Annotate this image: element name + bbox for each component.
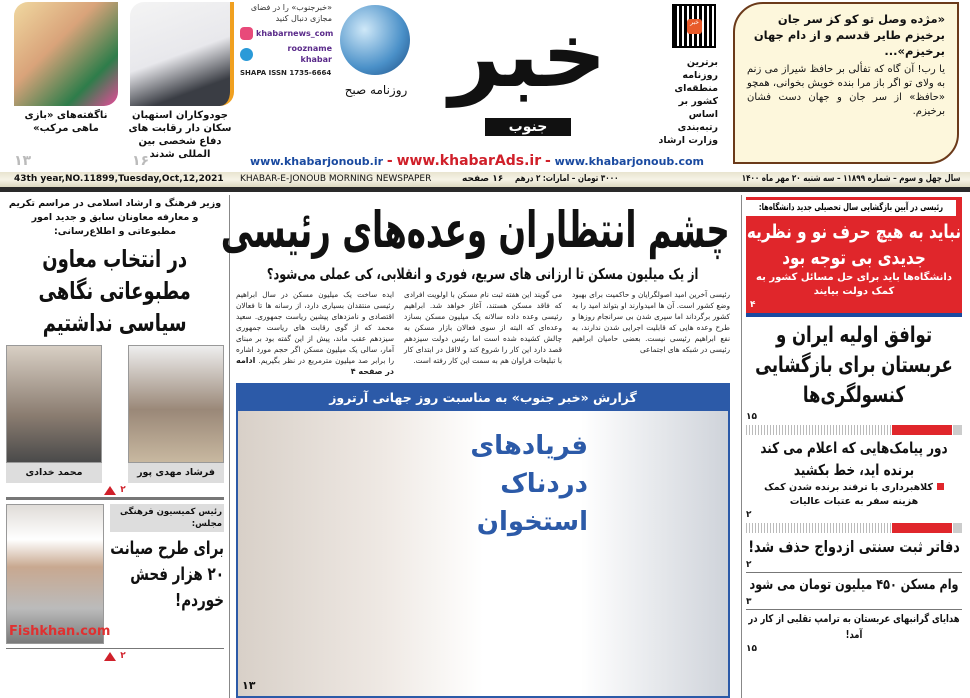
page-count: ۱۶ صفحه: [462, 174, 504, 184]
page-number: ۲: [120, 485, 126, 495]
main-headline[interactable]: چشم انتظاران وعده‌های رئیسی: [220, 201, 731, 259]
column-divider: [229, 195, 230, 698]
body-column: می گویند این هفته ثبت نام مسکن با اولویت افرادی که فاقد مسکن هستند، آغاز خواهد شد. ابراهیم رئیسی وعده داده سالانه یک میلیون مسکن بسازد وعده‌ای که البته از سوی فعالان بازار مسکن به چالش کشیده شده است اما رئیس دولت سیزدهم قصد دارد این کار را شروع کند و لااقل در ابتدای کار با تبلیغات فراوان هم به سمت این کار رفته است.: [404, 290, 562, 365]
separator: [746, 523, 962, 533]
poem-text: یا رب! آن گاه که تفألی بر حافظ شیراز می زنم به ولای تو اگر باز مرا بنده خویش بخوانی، همچو «حافظ» از سر جان و جهان دست فشان برخیزم.: [747, 64, 945, 117]
page-number: ۱۳: [242, 679, 256, 692]
kicker: رئیس کمیسیون فرهنگی مجلس:: [110, 504, 224, 532]
watermark: Fishkhan.com: [9, 624, 111, 639]
page-number: ۱۵: [746, 412, 757, 422]
subhead: دانشگاه‌ها باید برای حل مسائل کشور به کمک دولت بیایند: [756, 272, 952, 297]
kicker: رئیسی در آیین بازگشایی سال تحصیلی جدید دانشگاه‌ها:: [746, 200, 956, 216]
poem-box: [733, 2, 959, 164]
divider: [0, 187, 970, 192]
left-column: [6, 197, 224, 663]
divider: [6, 497, 224, 500]
teaser-caption[interactable]: ناگفته‌های «بازی ماهی مرکب»: [24, 110, 108, 134]
instagram-link[interactable]: khabarnews_com: [240, 27, 332, 40]
price: ۳۰۰۰ تومان – امارات: ۲ درهم: [515, 174, 619, 184]
headline: نباید به هیچ حرف نو و نظریه جدیدی بی توجه بود: [746, 221, 962, 269]
persian-date: سال چهل و سوم – شماره ۱۱۸۹۹ – سه شنبه ۲۰ مهر ماه ۱۴۰۰: [741, 174, 960, 184]
page-number: ۲: [120, 651, 126, 661]
page-marker[interactable]: [6, 649, 224, 663]
url-link[interactable]: www.khabarjonoub.com: [554, 155, 705, 168]
portrait-photo: [128, 345, 224, 463]
info-bar: [0, 172, 970, 187]
main-story-body: [236, 289, 730, 377]
social-box: [240, 2, 332, 79]
divider: [746, 609, 962, 610]
teaser-photo-squid-game[interactable]: [14, 2, 118, 106]
page-number: ۱۶: [132, 153, 150, 169]
follow-text: «خبرجنوب» را در فضای مجازی دنبال کنید: [250, 3, 332, 23]
page-marker-icon: [104, 652, 116, 661]
globe-icon: [340, 5, 410, 75]
report-title: فریادهای دردناک استخوان: [470, 431, 588, 537]
page-number: ۲: [746, 510, 752, 520]
shapa: SHAPA ISSN 1735-6664: [240, 69, 332, 77]
headline: برای طرح صیانت ۲۰ هزار فحش خوردم!: [110, 538, 224, 611]
page-number: ۱۳: [14, 153, 32, 169]
english-date: 43th year,NO.11899,Tuesday,Oct,12,2021: [14, 174, 224, 184]
masthead-logo: [335, 0, 635, 150]
left-story-2[interactable]: [6, 504, 224, 644]
left-headline: در انتخاب معاون مطبوعاتی نگاهی سیاسی نداشتیم: [38, 245, 192, 337]
page-number: ۱۵: [746, 644, 757, 654]
page-marker-icon: [104, 486, 116, 495]
right-headline[interactable]: دور پیامک‌هایی که اعلام می کند برنده اید، خط بکشید: [760, 439, 948, 479]
page-number: ۳: [746, 597, 752, 607]
page-number: ۴: [750, 300, 756, 310]
teaser-photo-judo[interactable]: [130, 2, 234, 106]
center-column: [220, 197, 731, 698]
main-subhead: از یک میلیون مسکن تا ارزانی های سریع، فوری و انقلابی، کی عملی می‌شود؟: [267, 265, 699, 283]
telegram-icon: [240, 48, 253, 61]
left-story[interactable]: [6, 197, 224, 339]
logo-sub: جنوب: [485, 118, 571, 136]
right-headline[interactable]: وام مسکن ۴۵۰ میلیون تومان می شود: [749, 577, 959, 593]
body-column: رئیسی آخرین امید اصولگرایان و حاکمیت برای بهبود وضع کشور است. آن ها امیدوارند او بتواند امید را به کشور برگرداند اما سپری شدن بی سرانجام روزها و طرح وعده هایی که قابلیت اجرایی شدن ندارند، به نفع ابراهیم رئیسی نیست. بعضی حامیان ابراهیم رئیسی در شبکه های اجتماعی: [572, 290, 730, 354]
name-caption: محمد خدادی: [6, 463, 102, 483]
right-headline[interactable]: دفاتر ثبت سنتی ازدواج حذف شد!: [748, 537, 960, 556]
url-line: www.khabarjonoub.ir - www.khabarAds.ir - www.khabarjonoub.com: [250, 153, 705, 169]
url-link[interactable]: www.khabarjonoub.ir: [250, 155, 384, 168]
paper-name: KHABAR-E-JONOUB MORNING NEWSPAPER: [240, 174, 432, 184]
report-box[interactable]: [236, 383, 730, 698]
qr-code[interactable]: [672, 4, 716, 48]
page-number: ۲: [746, 560, 752, 570]
separator: [746, 425, 962, 435]
telegram-link[interactable]: roozname khabar: [240, 43, 332, 65]
right-headline[interactable]: توافق اولیه ایران و عربستان برای بازگشایی کنسولگری‌ها: [755, 323, 953, 408]
body-column: ایده ساخت یک میلیون مسکن در سال ابراهیم رئیسی منتقدان بسیاری دارد، از رسانه ها تا فعالان اقتصادی و نامزدهای پیشین ریاست جمهوری. سعید محمد که از گوی رقابت های ریاست جمهوری سیزدهم عقب ماند، پیش از این گفته بود بر مبنای آمار، سالی یک میلیون مسکن اگر حجم مورد اشاره را برابر صد میلیون مترمربع در نظر بگیریم. ادامه در صفحه ۴: [236, 290, 394, 376]
portrait-photo: [6, 504, 111, 644]
bullet-text: کلاهبرداری با ترفند برنده شدن کمک هزینه سفر به عتبات عالیات: [746, 481, 962, 509]
ranking-text: برترین روزنامه منطقه‌ای کشور بر اساس رتبه‌بندی وزارت ارشاد: [658, 57, 718, 146]
divider: [746, 572, 962, 573]
bullet-icon: [937, 483, 944, 490]
name-caption: فرشاد مهدی پور: [128, 463, 224, 483]
page-marker[interactable]: [6, 483, 224, 497]
left-kicker: وزیر فرهنگ و ارشاد اسلامی در مراسم تکریم و معارفه معاونان سابق و جدید امور مطبوعاتی و اطلاع‌رسانی:: [8, 198, 222, 237]
teaser-caption[interactable]: جودوکاران استهبان‌ سکان دار رقابت های دفاع شخصی بین المللی شدند: [128, 110, 232, 160]
tagline: روزنامه صبح: [344, 83, 408, 97]
right-column: [746, 197, 962, 655]
continued-link[interactable]: ادامه در صفحه ۴: [236, 356, 394, 376]
qr-logo: خبر: [687, 19, 702, 34]
right-headline[interactable]: هدایای گرانبهای عربستان به ترامپ تقلبی از کار در آمد!: [748, 613, 960, 641]
poem-verse: «مژده وصل تو کو کز سر جان برخیزم طایر قدسم و از دام جهان برخیزم»...: [753, 12, 945, 58]
red-headline-box[interactable]: [746, 197, 962, 317]
report-header: گزارش «خبر جنوب» به مناسبت روز جهانی آرتروز: [238, 385, 728, 411]
column-divider: [741, 195, 742, 698]
url-link[interactable]: www.khabarAds.ir: [396, 153, 542, 169]
portrait-photo: [6, 345, 102, 463]
logo-text: خبر: [449, 3, 607, 108]
instagram-icon: [240, 27, 253, 40]
portraits: [6, 345, 224, 483]
